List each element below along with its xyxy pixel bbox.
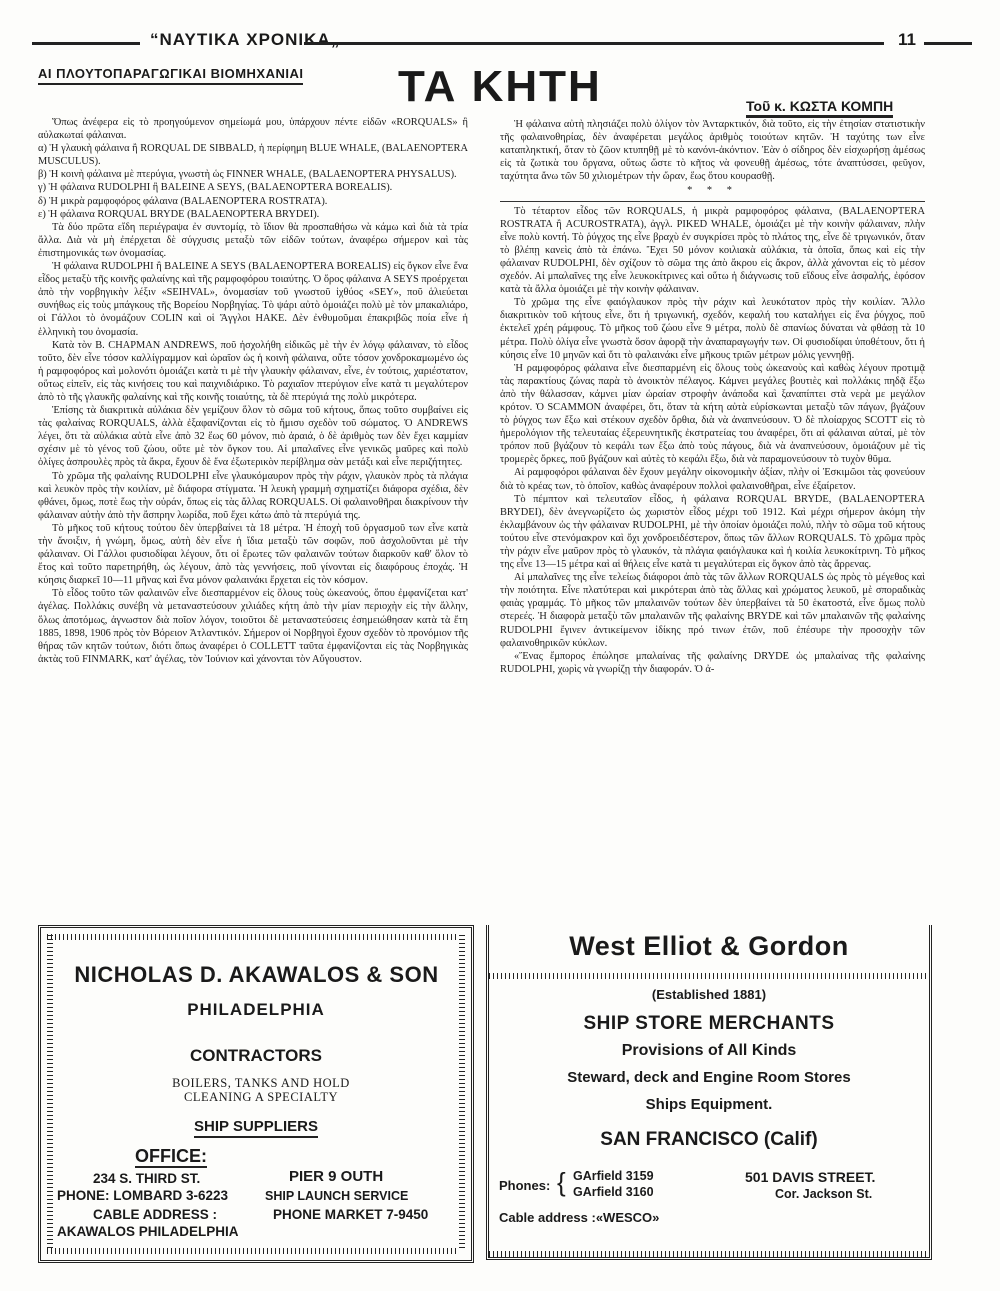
column-rule [500, 201, 925, 202]
section-label: ΑΙ ΠΛΟΥΤΟΠΑΡΑΓΩΓΙΚΑΙ ΒΙΟΜΗΧΑΝΙΑΙ [38, 66, 303, 85]
paragraph: Ἐπίσης τὰ διακριτικὰ αὐλάκια δὲν γεμίζουν ὅλον τὸ σῶμα τοῦ κήτους, ὅπως τοῦτο συμβαίνει εἰς τὰς φαλαίνας RORQUALS, ἀλλὰ ἐξαφανίζονται εἰς τὸ ἥμισυ σχεδὸν τοῦ σώματος. Ὁ ANDREWS λέγει, ὅτι τὰ αὐλάκια αὐτὰ εἶνε ἀπὸ 32 ἕως 60 μόνον, πιὸ ἀραιά, ὁ δὲ ἀριθμὸς των δὲν ἔχει καμμίαν σχέσιν μὲ τὸ γένος τοῦ ζώου, οὔτε μὲ τὸν ὄγκον του. Αἱ μπαλαῖνες εἶνε γενικῶς μαῦρες καὶ πολὺ ὀλίγες ἀσπρουλὲς πρὸς τὰ ἄκρα, ἔχουν δὲ ἕνα ἐξωτερικὸν περίβλημα σὰν μετάξι καὶ εἶνε περιζήτητες. [38, 405, 468, 469]
advertisement-west-elliot-gordon [486, 925, 932, 1260]
header-rule-middle [304, 42, 884, 45]
ad-launch-service: SHIP LAUNCH SERVICE [265, 1189, 409, 1203]
ad-border-pattern [489, 1251, 929, 1257]
ad-contractors: CONTRACTORS [190, 1046, 322, 1065]
advertisement-akawalos [38, 925, 474, 1263]
paragraph: γ) Ἡ φάλαινα RUDOLPHI ἢ BALEINE A SEYS, (BALAENOPTERA BOREALIS). [38, 182, 393, 194]
ad-phones-label: Phones: [499, 1178, 551, 1193]
paragraph: Ἡ φάλαινα αὐτὴ πλησιάζει πολὺ ὀλίγον τὸν Ἀνταρκτικόν, διὰ τοῦτο, εἰς τὴν ἐτησίαν στατιστικὴν τῆς φαλαινοθηρίας, δὲν ἀναφέρεται μεγάλος ἀριθμὸς τοιούτων κητῶν. Ἡ ταχύτης των εἶνε καταπληκτική, ὅταν τὸ ζῶον κτυπηθῇ μὲ τὸ κανόνι-ἀκόντιον. Ἐὰν ὁ σίδηρος δὲν εἰσχωρήσῃ ἀμέσως εἰς τὰ ζωτικὰ του ὄργανα, οὕτως ὥστε τὸ κῆτος νὰ φονευθῇ ἀμέσως, τότε ἀναπτύσσει, φεῦγον, ταχύτητα ἄνω τῶν 50 χιλιομέτρων τὴν ὥραν, ἕως ὅτου κουρασθῇ. [500, 119, 925, 183]
article-byline: Τοῦ κ. ΚΩΣΤΑ ΚΟΜΠΗ [746, 98, 893, 118]
ad-merchants: SHIP STORE MERCHANTS [583, 1013, 835, 1034]
paragraph: Τὸ χρῶμα τῆς φαλαίνης RUDOLPHI εἶνε γλαυκόμαυρον πρὸς τὴν ράχιν, γλαυκὸν πρὸς τὰ πλάγια καὶ λευκὸν πρὸς τὴν κοιλίαν, μὲ διάφορα στίγματα. Ἡ λευκὴ γραμμὴ σχηματίζει διάφορα σχέδια, δὲν φθάνει, ὅμως, ποτὲ ἕως τὴν οὐράν, ὅπως εἰς τὰς ἄλλας RORQUALS. Οἱ φαλαινοθῆραι διακρίνουν τὴν φάλαιναν αὐτὴν ἀπὸ τὴν ἄσπρην λωρίδα, ποῦ ἔχει κάτω ἀπὸ τὰ πτερύγιά της. [38, 470, 468, 521]
paragraph: Κατὰ τὸν B. CHAPMAN ANDREWS, ποῦ ἠσχολήθη εἰδικῶς μὲ τὴν ἐν λόγῳ φάλαιναν, τὸ εἶδος τοῦτο, δὲν εἶνε τόσον καλλίγραμμον καὶ ὡραῖον ὡς ἡ κοινὴ φάλαινα, οὔτε τόσον χονδροκαμωμένο ὡς ἡ ραμφοφόρος καὶ μολονότι ὁμοιάζει κατὰ τι μὲ τὴν γλαυκὴν φάλαιναν, εἶνε, ἐν τούτοις, χαριέστατον, οὕτως εἰπεῖν, εἰς τὰς κινήσεις του καὶ παιχνιδιάρικο. Τὸ ραχιαῖον πτερύγιον εἶνε κατὰ τι μεγαλύτερον ἀπὸ τὸ τῆς γλαυκῆς φαλαίνης καὶ τῆς κοινῆς τοιαύτης, τὰ δὲ πτερύγιά της πολὺ μικρότερα. [38, 339, 468, 403]
ad-ship-suppliers-text: SHIP SUPPLIERS [194, 1118, 318, 1138]
paragraph: Αἱ μπαλαῖνες της εἶνε τελείως διάφοροι ἀπὸ τὰς τῶν ἄλλων RORQUALS ὡς πρὸς τὸ μέγεθος καὶ τὴν ποιότητα. Εἶνε πλατύτεραι καὶ μικρότεραι ἀπὸ τὰς ἄλλας καὶ χρώματος λευκοῦ, μὲ σποραδικὰς φαιὰς γραμμάς. Τὸ μῆκος τῶν μπαλαινῶν τούτων δὲν ὑπερβαίνει τὰ 50 ἑκατοστά, εἶνε ὅμως πολὺ στερεές. Ἡ διαφορὰ μεταξὺ τῶν μπαλαινῶν τῆς φαλαίνης BRYDE καὶ τῶν μπαλαινῶν τῆς φαλαίνης RUDOLPHI ἔγινεν ἀντικείμενον ἰδίκης πρό τινων ἐτῶν, ποῦ ἐπέσυρε τὴν προσοχὴν τῶν φαλαινοθηρικῶν κύκλων. [500, 572, 925, 649]
ad-ship-suppliers [41, 1118, 471, 1135]
page-number: 11 [898, 30, 916, 49]
ad-services-line: BOILERS, TANKS AND HOLD [172, 1076, 350, 1090]
ad-office-label [135, 1146, 207, 1167]
ad-company-name: West Elliot & Gordon [569, 931, 849, 961]
ad-border-pattern [47, 934, 53, 1248]
brace-icon: { [557, 1167, 566, 1197]
ad-stores: Steward, deck and Engine Room Stores [567, 1069, 851, 1086]
paragraph: β) Ἡ κοινὴ φάλαινα μὲ πτερύγια, γνωστὴ ὡς FINNER WHALE, (BALAENOPTERA PHYSALUS). [38, 169, 457, 181]
paragraph: Τὸ χρῶμα της εἶνε φαιόγλαυκον πρὸς τὴν ράχιν καὶ λευκότατον πρὸς τὴν κοιλίαν. Ἄλλο διακριτικὸν τοῦ κήτους εἶνε, ὅτι ἡ τριγωνική, σχεδόν, κεφαλή του καταλήγει εἰς ἕνα ῥύγχος, ποῦ ἐκτελεῖ χρέη ράμφους. Τὸ μῆκος τοῦ ζώου εἶνε 9 μέτρα, πολὺ δὲ σπανίως δύναται νὰ φθάσῃ τὰ 10 μέτρα. Πολὺ ὀλίγα εἶνε γνωστὰ ὅσον ἀφορᾷ τὴν ἀναπαραγωγήν των. Οἱ φυσιοδίφαι ὑποθέτουν, ὅτι ἡ κύησις εἶνε 10 μηνῶν καὶ ὅτι τὸ φαλαινάκι εἶνε μῆκους τριῶν μέτρων μόλις γεννηθῇ. [500, 297, 925, 361]
ad-cable-label: CABLE ADDRESS : [93, 1207, 218, 1222]
ad-city: PHILADELPHIA [187, 1000, 325, 1019]
ad-phone-2: GArfield 3160 [573, 1185, 654, 1199]
paragraph: «Ἕνας ἔμπορος ἐπώλησε μπαλαίνας τῆς φαλαίνης DRYDE ὡς μπαλαίνας τῆς φαλαίνης RUDOLPHI, χωρὶς νὰ γνωρίζῃ τὴν διαφοράν. Ὁ ἀ- [500, 650, 925, 675]
paragraph: Τὸ μῆκος τοῦ κήτους τούτου δὲν ὑπερβαίνει τὰ 18 μέτρα. Ἡ ἐποχὴ τοῦ ὀργασμοῦ των εἶνε κατὰ τὴν ἄνοιξιν, ἡ γνώμη, ὅμως, αὐτὴ δὲν εἶνε ἡ ἴδια μεταξὺ τῶν σοφῶν, ποῦ ἀσχολοῦνται μὲ τὴν φάλαιναν. Οἱ Γάλλοι φυσιοδίφαι λέγουν, ὅτι οἱ ἔρωτες τῶν φαλαινῶν τούτων διαρκοῦν καθ' ὅλον τὸ ἔτος καὶ τοῦτο παρετηρήθη, ὡς λέγουν, ἀπὸ τὰς γεννήσεις, ποῦ γίνονται εἰς διαφόρους ἐποχάς. Ἡ κύησις διαρκεῖ 10—11 μῆνας καὶ ἕνα μόνον φαλαινάκι ἔρχεται εἰς τὸν κόσμον. [38, 522, 468, 587]
ad-services [111, 1076, 411, 1104]
article-column-2 [500, 118, 925, 676]
header-rule-right [924, 42, 972, 45]
ad-company-name: NICHOLAS D. AKAWALOS & SON [74, 962, 439, 987]
paragraph: Αἱ ραμφοφόροι φάλαιναι δὲν ἔχουν μεγάλην οἰκονομικὴν ἀξίαν, πλὴν οἱ Ἐσκιμῶοι τὰς φονεύουν διὰ τὸ κρέας των, τὸ ὁποῖον, καθὼς ἀναφέρουν πολλοὶ φαλαινοθῆραι, εἶνε ἐξαίρετον. [500, 467, 925, 492]
paragraph: δ) Ἡ μικρὰ ραμφοφόρος φάλαινα (BALAENOPTERA ROSTRATA). [38, 195, 328, 207]
ad-pier: PIER 9 OUTH [289, 1168, 384, 1185]
ad-address: 501 DAVIS STREET. [745, 1169, 876, 1185]
ad-border-pattern [459, 934, 465, 1248]
ad-border-pattern [47, 934, 459, 940]
ad-office-text: OFFICE: [135, 1146, 207, 1166]
paragraph: Ἡ φάλαινα RUDOLPHI ἢ BALEINE A SEYS (BALAENOPTERA BOREALIS) εἰς ὄγκον εἶνε ἕνα εἶδος μεταξὺ τῆς κοινῆς φαλαίνης καὶ τῆς ραμφοφόρου τοιαύτης. Ὁ ὅρος φάλαινα A SEYS προέρχεται ἀπὸ τὴν νορβηγικὴν λέξιν «SEIHVAL», ὀνομασίαν τοῦ γνωστοῦ ἰχθύος «SEY», ποῦ ἁλιεύεται συνήθως εἰς τοὺς μπάγκους τῆς Βορείου Νορβηγίας. Τὸ ψάρι αὐτὸ ὁμοιάζει πολὺ μὲ τὸν μπακαλιάρο, οἱ Γάλλοι τὸ ὀνομάζουν COLIN καὶ οἱ Ἄγγλοι HAKE. Δὲν ἐνθυμοῦμαι ἐπακριβῶς ποία εἶνε ἡ ἑλληνικὴ του ὀνομασία. [38, 261, 468, 338]
header-rule-left [32, 42, 140, 45]
ad-corner: Cor. Jackson St. [775, 1187, 873, 1201]
article-title: ΤΑ ΚΗΤΗ [398, 62, 602, 111]
ad-city: SAN FRANCISCO (Calif) [600, 1129, 818, 1150]
ad-equipment: Ships Equipment. [645, 1096, 773, 1113]
paragraph: α) Ἡ γλαυκὴ φάλαινα ἢ RORQUAL DE SIBBALD, ἡ περίφημη BLUE WHALE, (BALAENOPTERA MUSCULUS). [38, 143, 468, 168]
paragraph: Ἡ ραμφοφόρος φάλαινα εἶνε διεσπαρμένη εἰς ὅλους τοὺς ὠκεανοὺς καὶ καθὼς λέγουν προτιμᾷ τὰς παρακτίους ζώνας παρὰ τὸ ἀνοικτὸν πέλαγος. Κάμνει μεγάλες βουτιὲς καὶ πολλάκις πηδᾷ ἔξω ἀπὸ τὴν θάλασσαν, κάμνει μίαν ὡραίαν στροφὴν ἀνάποδα καὶ ξαναπίπτει στὰ νερὰ με μεγάλον κρότον. Ὁ SCAMMON ἀναφέρει, ὅτι, ὅταν τὰ κήτη αὐτὰ εὑρίσκωνται μεταξὺ τῶν πάγων, βγάζουν τὸ ῥύγχος των ἔξω καὶ στέκουν σχεδὸν ὄρθια, διὰ νὰ ἀναπνεύσουν. Ὁ δὲ πλοίαρχος SCOTT εἰς τὸ ἡμερολόγιον τῆς τελευταίας ἐξερευνητικῆς ἐκστρατείας του ἀναφέρει, ὅτι αἱ φάλαιναι αὐταί, μὲ τὸν τρόπον ποῦ βγάζουν τὸ κεφάλι των ἔξω ἀπὸ τοὺς πάγους, διὰ νὰ ἀναπνεύσουν, ὁμοιάζουν μὲ τὶς τρομερὲς ὄρκες, ποῦ βγάζουν καὶ αὐτὲς τὸ κεφάλι ἔξω, διὰ νὰ παραμονεύσουν τὸ τυχὸν θῦμα. [500, 362, 925, 466]
paragraph: ε) Ἡ φάλαινα RORQUAL BRYDE (BALAENOPTERA BRYDEI). [38, 208, 320, 220]
paragraph: Ὅπως ἀνέφερα εἰς τὸ προηγούμενον σημείωμά μου, ὑπάρχουν πέντε εἰδῶν «RORQUALS» ἢ αὐλακωταί φάλαιναι. [38, 117, 468, 142]
ad-border-pattern [47, 1248, 459, 1254]
ad-provisions: Provisions of All Kinds [621, 1042, 797, 1059]
ad-phone-market: PHONE MARKET 7-9450 [273, 1207, 429, 1222]
ad-border-pattern [489, 973, 929, 979]
paragraph: Τὸ πέμπτον καὶ τελευταῖον εἶδος, ἡ φάλαινα RORQUAL BRYDE, (BALAENOPTERA BRYDEI), δὲν ἀνεγνωρίζετο ὡς χωριστὸν εἶδος μέχρι τοῦ 1912. Καὶ μέχρι σήμερον ἀκόμη τὴν ἐκλαμβάνουν ὡς τὴν φάλαιναν RUDOLPHI, μὲ τὴν ὁποίαν ὁμοιάζει πολύ, πλὴν τὸ σῶμα τοῦ κήτους τούτου εἶνε στενόμακρον καὶ ὄχι χονδροειδέστερον, ὅπως τῶν ἄλλων RORQUALS. Τὸ χρῶμα πρὸς τὴν ράχιν εἶνε μαῦρον πρὸς τὸ γλαυκόν, τὰ πλάγια φαιόγλαυκα καὶ ἡ κοιλία λευκοκίτρινη. Τὸ μῆκος της εἶνε 13—15 μέτρα καὶ αἱ θήλεις εἶνε κατὰ τι μεγαλύτεραι εἰς ὄγκον ἀπὸ τὰς ἄρρενας. [500, 493, 925, 571]
paragraph: Τὸ τέταρτον εἶδος τῶν RORQUALS, ἡ μικρὰ ραμφοφόρος φάλαινα, (BALAENOPTERA ROSTRATA ἢ ACUROSTRATA), ἀγγλ. PIKED WHALE, ὁμοιάζει μὲ τὴν κοινὴν φάλαιναν, πλὴν εἶνε πολὺ κοντή. Τὸ ῥύγχος της εἶνε βραχὺ ἐν συγκρίσει πρὸς τὸ πλάτος της, εἶνε δὲ τριγωνικόν, ὅταν τὸ βλέπῃ κανεὶς ἀπὸ τὰ ἐπάνω. Ἔχει 50 μόνον κοιλιακὰ αὐλάκια, τὰ ὁποῖα, ὅπως καὶ εἰς τὴν φάλαιναν RUDOLPHI, δὲν σχίζουν τὸ σῶμα της ἀπὸ ἄκρου εἰς ἄκρον, ἀλλὰ χάνονται εἰς τὸ μέσον σχεδόν. Αἱ μπαλαῖνες της εἶνε λευκοκίτρινες καὶ οὕτω ἡ διάγνωσις τοῦ εἴδους εἶνε ἀσφαλής, ἐφόσον κατὰ τὰ ἄλλα ὁμοιάζει μὲ τὴν κοινὴν φάλαιναν. [500, 205, 925, 296]
paragraph: Τὰ δύο πρῶτα εἴδη περιέγραψα ἐν συντομίᾳ, τὸ ἴδιον θὰ προσπαθήσω νὰ κάμω καὶ διὰ τὰ τρία ἄλλα. Διὰ νὰ μὴ ἐπέρχεται δὲ σύγχυσις μεταξὺ τῶν εἰδῶν τούτων, ἀναφέρω σήμερον καὶ τὰς ἐπιστημονικάς των ὀνομασίας. [38, 221, 468, 259]
ad-phone-1: GArfield 3159 [573, 1169, 654, 1183]
ad-cable-address: Cable address :«WESCO» [499, 1210, 660, 1225]
ad-phone: PHONE: LOMBARD 3-6223 [57, 1188, 229, 1203]
newspaper-title: “ΝΑΥΤΙΚΑ ΧΡΟΝΙΚΑ„ [150, 30, 341, 49]
article-column-1 [38, 116, 468, 666]
ad-address: 234 S. THIRD ST. [93, 1171, 201, 1186]
page-header [32, 30, 972, 54]
ad-services-line: CLEANING A SPECIALTY [184, 1090, 338, 1104]
ad-cable-value: AKAWALOS PHILADELPHIA [57, 1224, 239, 1239]
section-separator: * * * [687, 185, 738, 197]
ad-established: (Established 1881) [651, 987, 767, 1002]
paragraph: Τὸ εἶδος τοῦτο τῶν φαλαινῶν εἶνε διεσπαρμένον εἰς ὅλους τοὺς ὠκεανούς, ὅπου ἐμφανίζεται κατ' ἀγέλας. Πολλάκις συνέβη νὰ μεταναστεύσουν χιλιάδες κήτη ἀπὸ τὴν μίαν περιοχὴν εἰς τὴν ἄλλην, ὅλως ἀποτόμως, ἀγνωστον διὰ ποῖον λόγον, τοιοῦτοι δὲ μεταναστεύσεις ἐσημειώθησαν κατὰ τὰ ἔτη 1885, 1898, 1906 πρὸς τὸν Βόρειον Ἀτλαντικόν. Σήμερον οἱ Νορβηγοὶ ἔχουν σχεδὸν τὸ προνόμιον τῆς θήρας τῶν κητῶν τούτων, διότι ὅπως ἀναφέρει ὁ COLLETT ταῦτα ἐμφανίζονται εἰς τὰς Νορβηγικὰς ἀκτὰς τοῦ FINMARK, κατ' ἀγέλας, τὸν Ἰούνιον καὶ χάνονται τὸν Αὔγουστον. [38, 588, 468, 665]
